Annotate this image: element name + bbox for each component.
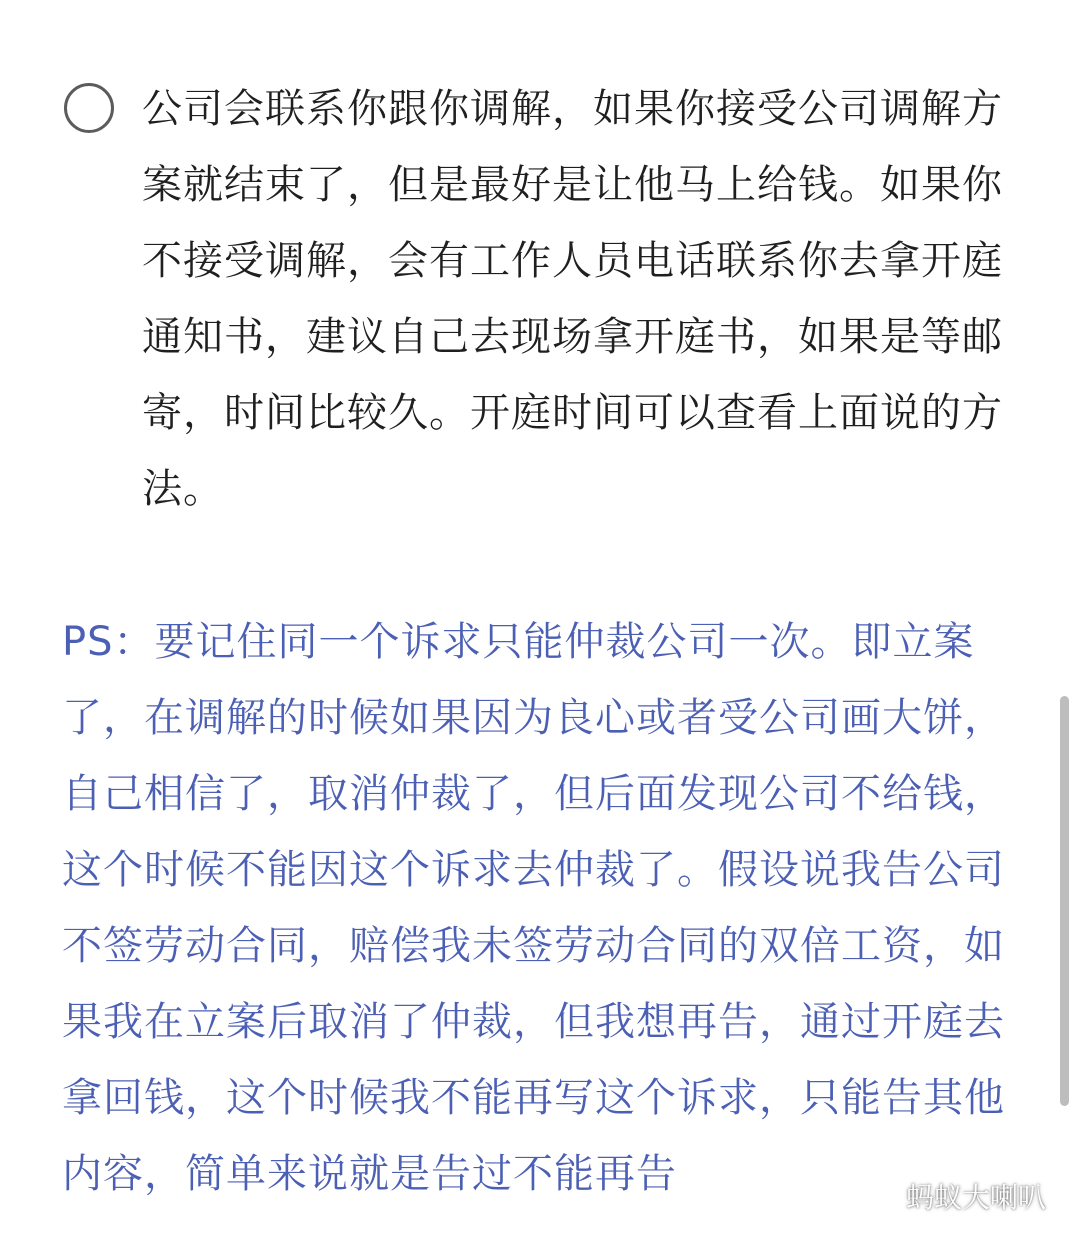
scrollbar[interactable] <box>1060 696 1069 1106</box>
option-text: 公司会联系你跟你调解，如果你接受公司调解方案就结束了，但是最好是让他马上给钱。如果你不接受调解，会有工作人员电话联系你去拿开庭通知书，建议自己去现场拿开庭书，如果是等邮寄，时间比较久。开庭时间可以查看上面说的方法。 <box>142 86 1003 512</box>
ps-note: PS：要记住同一个诉求只能仲裁公司一次。即立案了，在调解的时候如果因为良心或者受公司画大饼，自己相信了，取消仲裁了，但后面发现公司不给钱，这个时候不能因这个诉求去仲裁了。假设说我告公司不签劳动合同，赔偿我未签劳动合同的双倍工资，如果我在立案后取消了仲裁，但我想再告，通过开庭去拿回钱，这个时候我不能再写这个诉求，只能告其他内容，简单来说就是告过不能再告 <box>62 619 1005 1197</box>
radio-button[interactable] <box>64 83 114 133</box>
watermark-text: 蚂蚁大喇叭 <box>905 1181 1046 1214</box>
wechat-icon <box>860 1181 896 1211</box>
watermark <box>860 1176 1046 1216</box>
option-item[interactable] <box>0 0 1080 540</box>
